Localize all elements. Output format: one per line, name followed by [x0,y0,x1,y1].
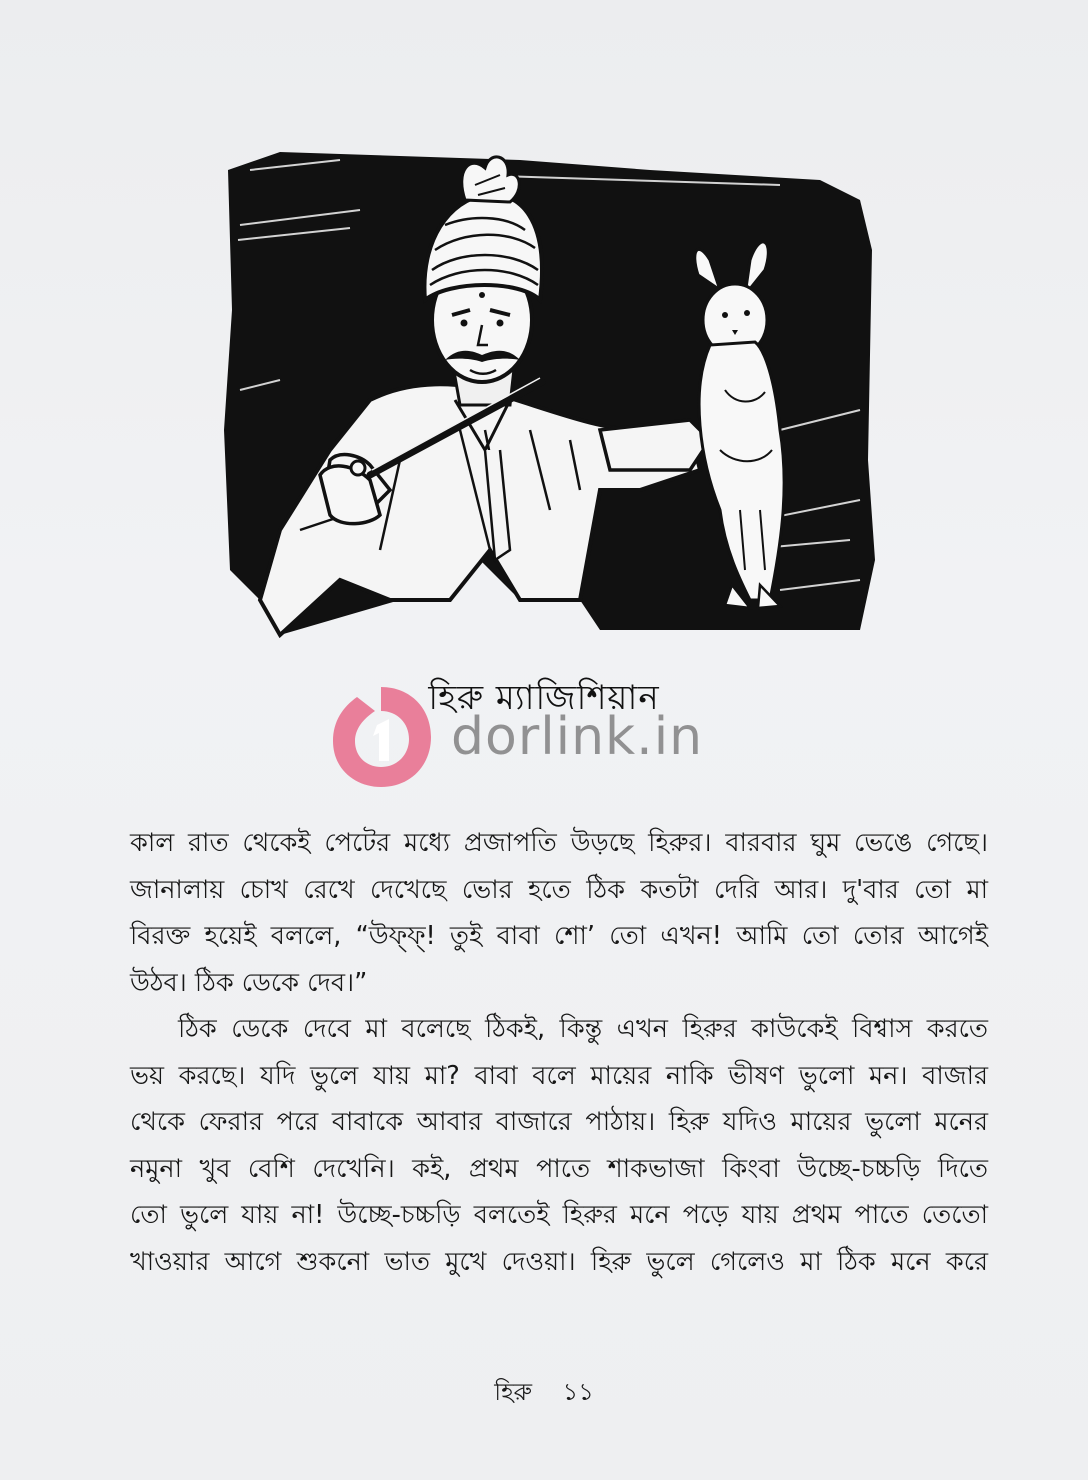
text-line: তো ভুলে যায় না! উচ্ছে-চচ্চড়ি বলতেই হিরুর মনে পড়ে যায় প্রথম পাতে তেতো [130,1200,988,1230]
watermark-text: dorlink.in [451,707,704,767]
dorlink-logo-icon [325,681,437,793]
chapter-title: হিরু ম্যাজিশিয়ান [428,678,660,718]
text-line: ভয় করছে। যদি ভুলে যায় মা? বাবা বলে মায়ের নাকি ভীষণ ভুলো মন। বাজার [130,1060,988,1091]
paragraph-1 [130,820,988,1006]
body-text [130,820,988,1285]
text-line: নমুনা খুব বেশি দেখেনি। কই, প্রথম পাতে শাকভাজা কিংবা উচ্ছে-চচ্চড়ি দিতে [130,1153,988,1184]
watermark [325,682,765,792]
running-head: হিরু [494,1378,533,1406]
text-line: উঠব। ঠিক ডেকে দেব।” [130,967,368,998]
text-line: জানালায় চোখ রেখে দেখেছে ভোর হতে ঠিক কতটা দেরি আর। দু'বার তো মা [130,874,988,905]
page-number: ১১ [562,1378,594,1406]
paragraph-2 [130,1006,988,1285]
magician-rabbit-illustration [220,130,880,640]
text-line: ঠিক ডেকে দেবে মা বলেছে ঠিকই, কিন্তু এখন হিরুর কাউকেই বিশ্বাস করতে [178,1014,988,1044]
text-line: কাল রাত থেকেই পেটের মধ্যে প্রজাপতি উড়ছে হিরুর। বারবার ঘুম ভেঙে গেছে। [130,828,988,858]
text-line: বিরক্ত হয়েই বললে, “উফ্‌ফ্‌! তুই বাবা শো’ তো এখন! আমি তো তোর আগেই [130,921,988,951]
page-footer [0,1374,1088,1414]
text-line: খাওয়ার আগে শুকনো ভাত মুখে দেওয়া। হিরু ভুলে গেলেও মা ঠিক মনে করে [130,1246,988,1277]
text-line: থেকে ফেরার পরে বাবাকে আবার বাজারে পাঠায়। হিরু যদিও মায়ের ভুলো মনের [130,1107,988,1137]
